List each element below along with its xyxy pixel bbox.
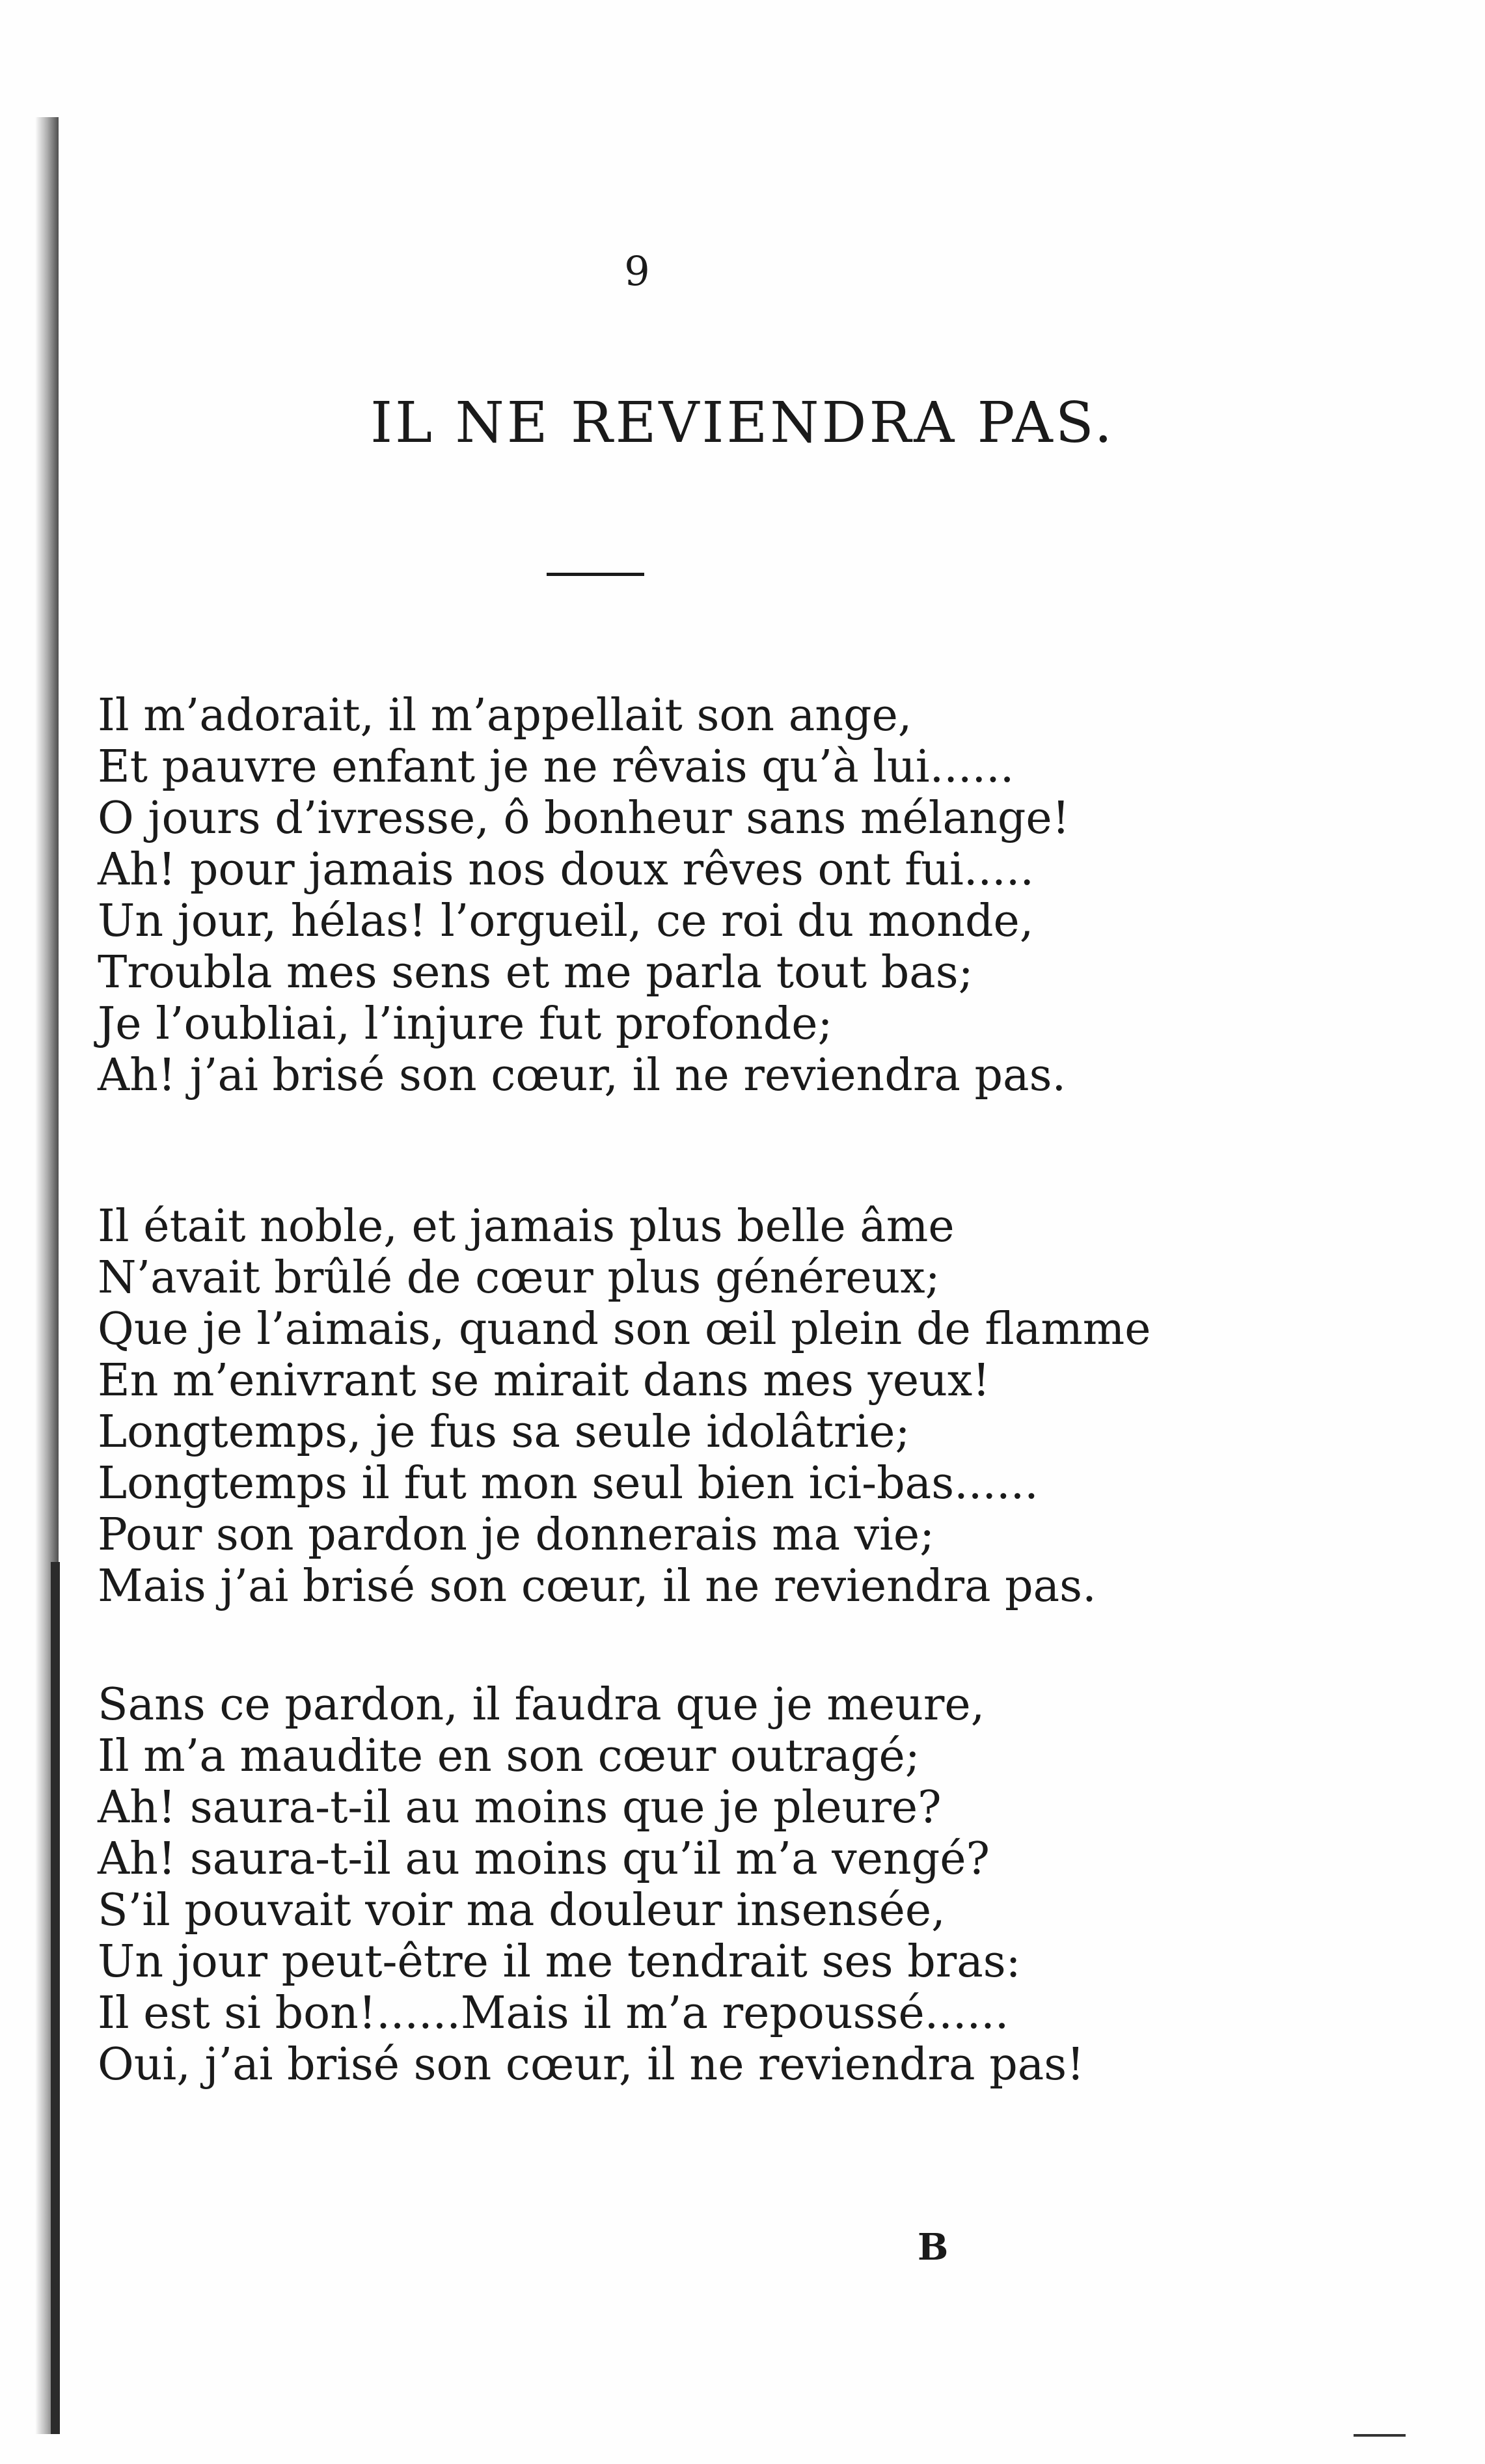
verse-line: En m’enivrant se mirait dans mes yeux! — [98, 1355, 990, 1406]
refrain-line: Ah! j’ai brisé son cœur, il ne reviendra pas. — [98, 1050, 1067, 1101]
verse-line: S’il pouvait voir ma douleur insensée, — [98, 1885, 946, 1936]
verse-line: Longtemps il fut mon seul bien ici-bas...... — [98, 1458, 1039, 1509]
refrain-line: Mais j’ai brisé son cœur, il ne reviendra pas. — [98, 1561, 1097, 1612]
verse-line: Troubla mes sens et me parla tout bas; — [98, 947, 974, 998]
verse-line: Il était noble, et jamais plus belle âme — [98, 1201, 955, 1252]
binding-shadow — [0, 117, 59, 2434]
verse-line: Ah! pour jamais nos doux rêves ont fui..... — [98, 844, 1034, 896]
verse-line: Ah! saura-t-il au moins que je pleure? — [98, 1782, 942, 1833]
verse-line: Sans ce pardon, il faudra que je meure, — [98, 1679, 985, 1731]
verse-line: Et pauvre enfant je ne rêvais qu’à lui...... — [98, 741, 1015, 793]
stanza-1 — [98, 690, 1165, 1101]
binding-edge-line — [51, 1562, 60, 2434]
verse-line: Que je l’aimais, quand son œil plein de flamme — [98, 1304, 1151, 1355]
refrain-line: Oui, j’ai brisé son cœur, il ne reviendra pas! — [98, 2039, 1085, 2090]
corner-rule — [1354, 2434, 1406, 2437]
verse-line: O jours d’ivresse, ô bonheur sans mélange! — [98, 793, 1070, 844]
title-divider — [547, 573, 644, 576]
signature-mark: B — [918, 2226, 949, 2269]
verse-line: Un jour, hélas! l’orgueil, ce roi du monde, — [98, 896, 1034, 947]
verse-line: Il m’a maudite en son cœur outragé; — [98, 1731, 920, 1782]
verse-line: Un jour peut-être il me tendrait ses bras: — [98, 1936, 1021, 1988]
page-number: 9 — [624, 247, 651, 295]
verse-line: Je l’oubliai, l’injure fut profonde; — [98, 998, 833, 1050]
verse-line: Longtemps, je fus sa seule idolâtrie; — [98, 1406, 910, 1458]
verse-line: Ah! saura-t-il au moins qu’il m’a vengé? — [98, 1833, 990, 1885]
stanza-3 — [98, 1679, 1165, 2090]
verse-line: N’avait brûlé de cœur plus généreux; — [98, 1252, 940, 1304]
stanza-2 — [98, 1201, 1165, 1612]
verse-line: Il est si bon!......Mais il m’a repoussé...... — [98, 1988, 1009, 2039]
verse-line: Pour son pardon je donnerais ma vie; — [98, 1509, 935, 1561]
poem-title: IL NE REVIENDRA PAS. — [370, 390, 1115, 456]
verse-line: Il m’adorait, il m’appellait son ange, — [98, 690, 912, 741]
